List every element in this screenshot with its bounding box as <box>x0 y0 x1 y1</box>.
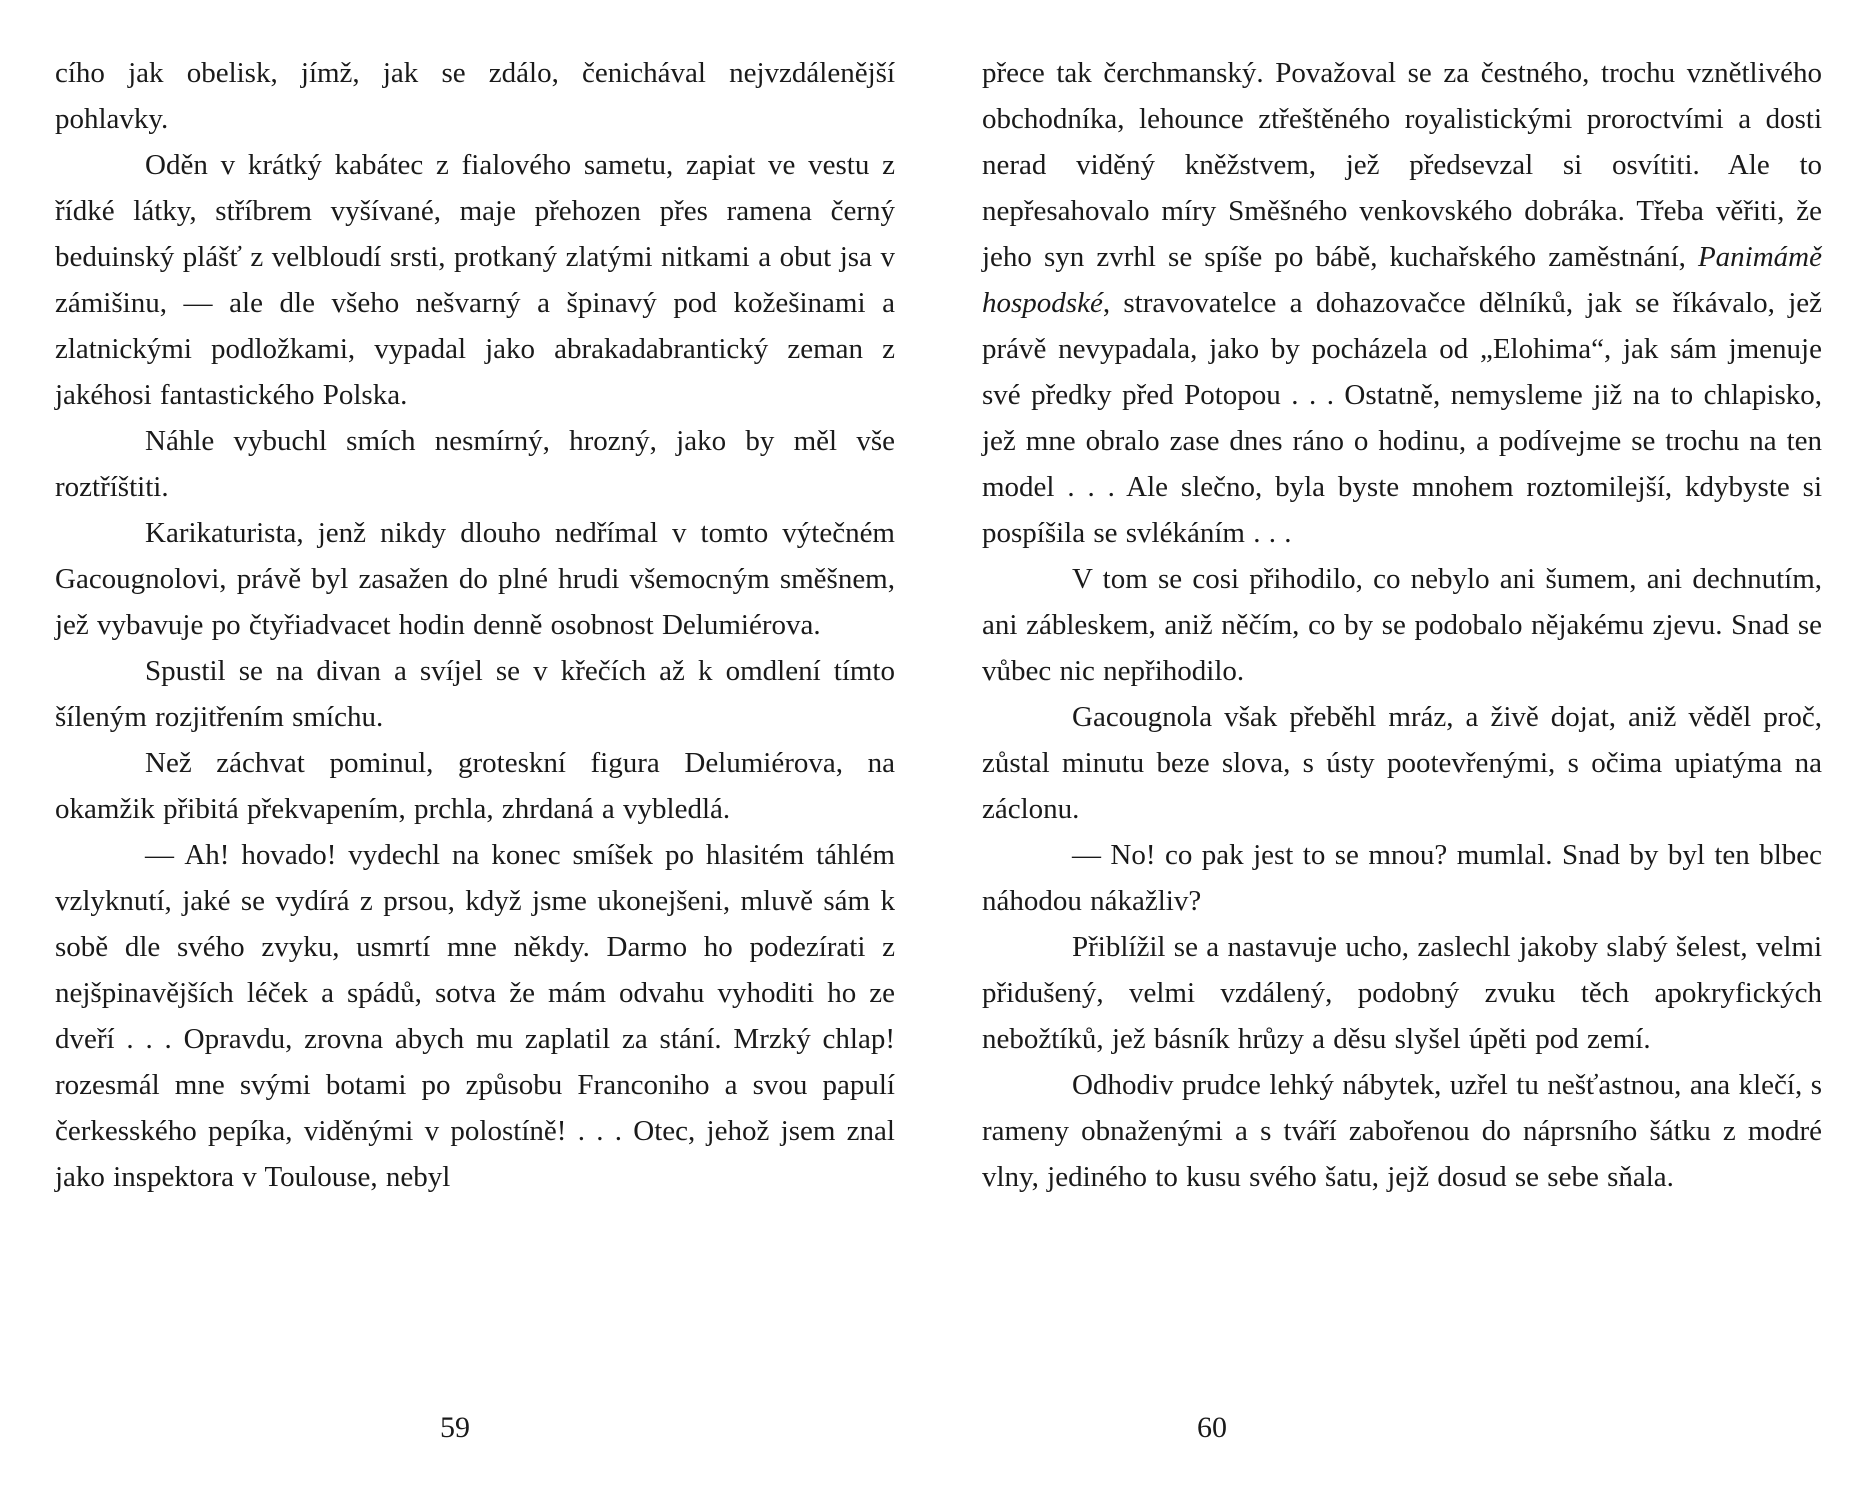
left-page-text <box>55 50 895 1200</box>
paragraph: Odhodiv prudce lehký nábytek, uzřel tu nešťastnou, ana klečí, s rameny obnaženými a s tváří zabořenou do náprsního šátku z modré vlny, jediného to kusu svého šatu, jejž dosud se sebe sňala. <box>982 1069 1822 1193</box>
paragraph: Spustil se na divan a svíjel se v křečích až k omdlení tímto šíleným rozjitřením smíchu. <box>55 655 895 733</box>
paragraph: Oděn v krátký kabátec z fialového sametu, zapiat ve vestu z řídké látky, stříbrem vyšívané, maje přehozen přes ramena černý beduinský plášť z velbloudí srsti, protkaný zlatými nitkami a obut jsa v zámišinu, — ale dle všeho nešvarný a špinavý pod kožešinami a zlatnickými podložkami, vypadal jako abrakadabrantický zeman z jakéhosi fantastického Polska. <box>55 149 895 411</box>
paragraph: Gacougnola však přeběhl mráz, a živě dojat, aniž věděl proč, zůstal minutu beze slova, s ústy pootevřenými, s očima upiatýma na záclonu. <box>982 701 1822 825</box>
paragraph: Než záchvat pominul, groteskní figura Delumiérova, na okamžik přibitá překvapením, prchla, zhrdaná a vybledlá. <box>55 747 895 825</box>
paragraph: Karikaturista, jenž nikdy dlouho nedřímal v tomto výtečném Gacougnolovi, právě byl zasažen do plné hrudi všemocným směšnem, jež vybavuje po čtyřiadvacet hodin denně osobnost Delumiérova. <box>55 517 895 641</box>
paragraph-text: přece tak čerchmanský. Považoval se za čestného, trochu vznětlivého obchodníka, lehounce ztřeštěného royalistickými proroctvími a dosti nerad viděný kněžstvem, jež předsevzal si osvítiti. Ale to nepřesahovalo míry Směšného venkovského dobráka. Třeba věřiti, že jeho syn zvrhl se spíše po bábě, kuchařského zaměstnání, <box>982 57 1822 273</box>
right-page-text <box>982 50 1822 1200</box>
italic-phrase: Panimámě hospodské <box>982 241 1822 319</box>
left-page <box>55 50 895 1470</box>
paragraph: cího jak obelisk, jímž, jak se zdálo, čenichával nejvzdálenější pohlavky. <box>55 57 895 135</box>
paragraph: — No! co pak jest to se mnou? mumlal. Snad by byl ten blbec náhodou nákažliv? <box>982 839 1822 917</box>
right-page <box>982 50 1822 1470</box>
paragraph: V tom se cosi přihodilo, co nebylo ani šumem, ani dechnutím, ani zábleskem, aniž něčím, co by se podobalo nějakému zjevu. Snad se vůbec nic nepřihodilo. <box>982 563 1822 687</box>
paragraph: Přiblížil se a nastavuje ucho, zaslechl jakoby slabý šelest, velmi přidušený, velmi vzdálený, podobný zvuku těch apokryfických nebožtíků, jež básník hrůzy a děsu slyšel úpěti pod zemí. <box>982 931 1822 1055</box>
paragraph-text: , stravovatelce a dohazovačce dělníků, jak se říkávalo, jež právě nevypadala, jako by pocházela od „Elohima“, jak sám jmenuje své předky před Potopou . . . Ostatně, nemysleme již na to chlapisko, jež mne obralo zase dnes ráno o hodinu, a podívejme se trochu na ten model . . . Ale slečno, byla byste mnohem roztomilejší, kdybyste si pospíšila se svlékáním . . . <box>982 287 1822 549</box>
page-number: 60 <box>1197 1411 1227 1444</box>
page-number: 59 <box>440 1411 470 1444</box>
paragraph: Náhle vybuchl smích nesmírný, hrozný, jako by měl vše roztříštiti. <box>55 425 895 503</box>
paragraph <box>982 50 1822 556</box>
paragraph: — Ah! hovado! vydechl na konec smíšek po hlasitém táhlém vzlyknutí, jaké se vydírá z prsou, když jsme ukonejšeni, mluvě sám k sobě dle svého zvyku, usmrtí mne někdy. Darmo ho podezírati z nejšpinavějších léček a spádů, sotva že mám odvahu vyhoditi ho ze dveří . . . Opravdu, zrovna abych mu zaplatil za stání. Mrzký chlap! rozesmál mne svými botami po způsobu Franconiho a svou papulí čerkesského pepíka, viděnými v polostíně! . . . Otec, jehož jsem znal jako inspektora v Toulouse, nebyl <box>55 839 895 1193</box>
